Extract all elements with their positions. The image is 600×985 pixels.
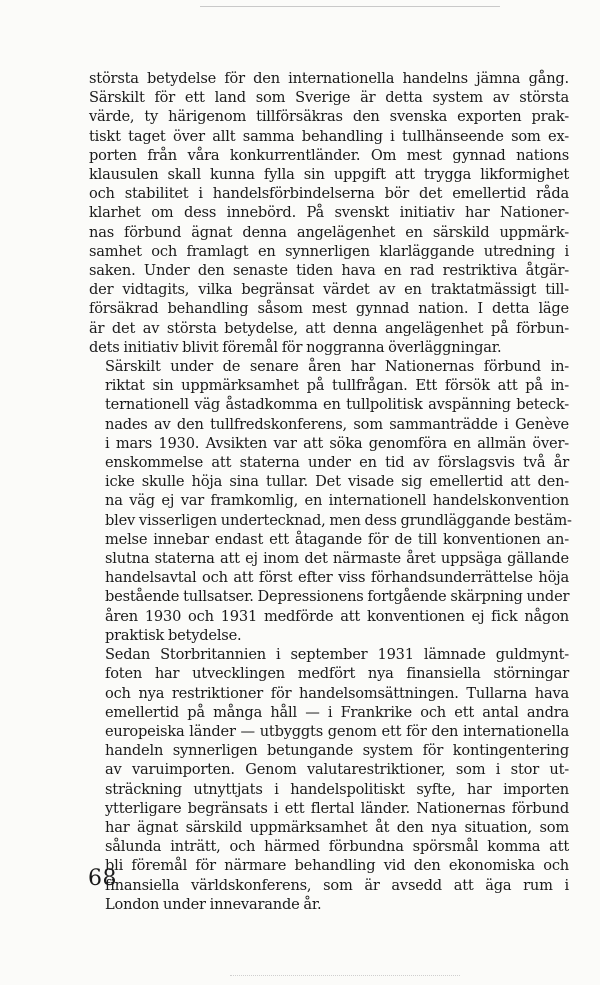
text-line: handelsavtal och att först efter viss förhandsunderrättelse höja [105, 569, 569, 587]
text-line: ytterligare begränsats i ett flertal länder. Nationernas förbund [105, 799, 569, 817]
text-line: av varuimporten. Genom valutarestriktioner, som i stor ut- [105, 761, 569, 779]
text-line: London under innevarande år. [105, 895, 322, 913]
text-line: åren 1930 och 1931 medförde att konventionen ej fick någon [105, 607, 569, 625]
text-line: blev visserligen undertecknad, men dess grundläggande bestäm- [105, 511, 572, 529]
text-line: Särskilt under de senare åren har Nationernas förbund in- [105, 358, 569, 376]
text-line: slutna staterna att ej inom det närmaste året uppsäga gällande [105, 550, 569, 568]
text-line: försäkrad behandling såsom mest gynnad nation. I detta läge [89, 300, 569, 318]
paragraph-1 [89, 69, 569, 357]
text-line: och nya restriktioner för handelsomsättningen. Tullarna hava [105, 684, 569, 702]
text-line: europeiska länder — utbyggts genom ett för den internationella [105, 722, 569, 740]
text-line: nas förbund ägnat denna angelägenhet en särskild uppmärk- [89, 223, 569, 241]
text-line: handeln synnerligen betungande system för kontingentering [105, 742, 569, 760]
text-line: och stabilitet i handelsförbindelserna bör det emellertid råda [89, 185, 569, 203]
text-line: är det av största betydelse, att denna angelägenhet på förbun- [89, 319, 569, 337]
paragraph-2 [89, 357, 572, 645]
text-line: Särskilt för ett land som Sverige är detta system av största [89, 89, 569, 107]
text-line: finansiella världskonferens, som är avsedd att äga rum i [105, 876, 569, 894]
text-line: na väg ej var framkomlig, en internationell handelskonvention [105, 492, 569, 510]
text-line: ternationell väg åstadkomma en tullpolitisk avspänning beteck- [105, 396, 569, 414]
text-line: melse innebar endast ett åtagande för de till konventionen an- [105, 530, 569, 548]
text-line: emellertid på många håll — i Frankrike och ett antal andra [105, 703, 569, 721]
text-line: tiskt taget över allt samma behandling i tullhänseende som ex- [89, 127, 569, 145]
text-line: der vidtagits, vilka begränsat värdet av en traktatmässigt till- [89, 281, 569, 299]
text-line: värde, ty härigenom tillförsäkras den svenska exporten prak- [89, 108, 569, 126]
text-line: i mars 1930. Avsikten var att söka genomföra en allmän över- [105, 434, 569, 452]
text-line: porten från våra konkurrentländer. Om mest gynnad nations [89, 146, 569, 164]
text-line: klausulen skall kunna fylla sin uppgift att trygga likformighet [89, 166, 569, 184]
text-line: praktisk betydelse. [105, 626, 242, 644]
text-line: bli föremål för närmare behandling vid den ekonomiska och [105, 857, 569, 875]
text-line: klarhet om dess innebörd. På svenskt initiativ har Nationer- [89, 204, 569, 222]
text-line: saken. Under den senaste tiden hava en rad restriktiva åtgär- [89, 262, 569, 280]
text-line: riktat sin uppmärksamhet på tullfrågan. Ett försök att på in- [105, 377, 569, 395]
text-line: enskommelse att staterna under en tid av förslagsvis två år [105, 454, 569, 472]
bottom-scan-edge [230, 975, 460, 976]
text-line: samhet och framlagt en synnerligen klarläggande utredning i [89, 242, 569, 260]
text-line: dets initiativ blivit föremål för noggranna överläggningar. [89, 338, 502, 356]
text-line: foten har utvecklingen medfört nya finansiella störningar [105, 665, 569, 683]
top-scan-edge [200, 6, 500, 7]
body-text [89, 69, 572, 914]
text-line: bestående tullsatser. Depressionens fortgående skärpning under [105, 588, 570, 606]
text-line: sträckning utnyttjats i handelspolitiskt syfte, har importen [105, 780, 569, 798]
text-line: har ägnat särskild uppmärksamhet åt den nya situation, som [105, 818, 569, 836]
text-line: icke skulle höja sina tullar. Det visade sig emellertid att den- [105, 473, 569, 491]
text-line: nades av den tullfredskonferens, som sammanträdde i Genève [105, 415, 569, 433]
text-line: Sedan Storbritannien i september 1931 lämnade guldmynt- [105, 646, 569, 664]
page-number: 68 [88, 866, 117, 891]
paragraph-3 [89, 645, 569, 914]
text-line: största betydelse för den internationella handelns jämna gång. [89, 70, 569, 87]
text-line: sålunda inträtt, och härmed förbundna spörsmål komma att [105, 838, 569, 856]
